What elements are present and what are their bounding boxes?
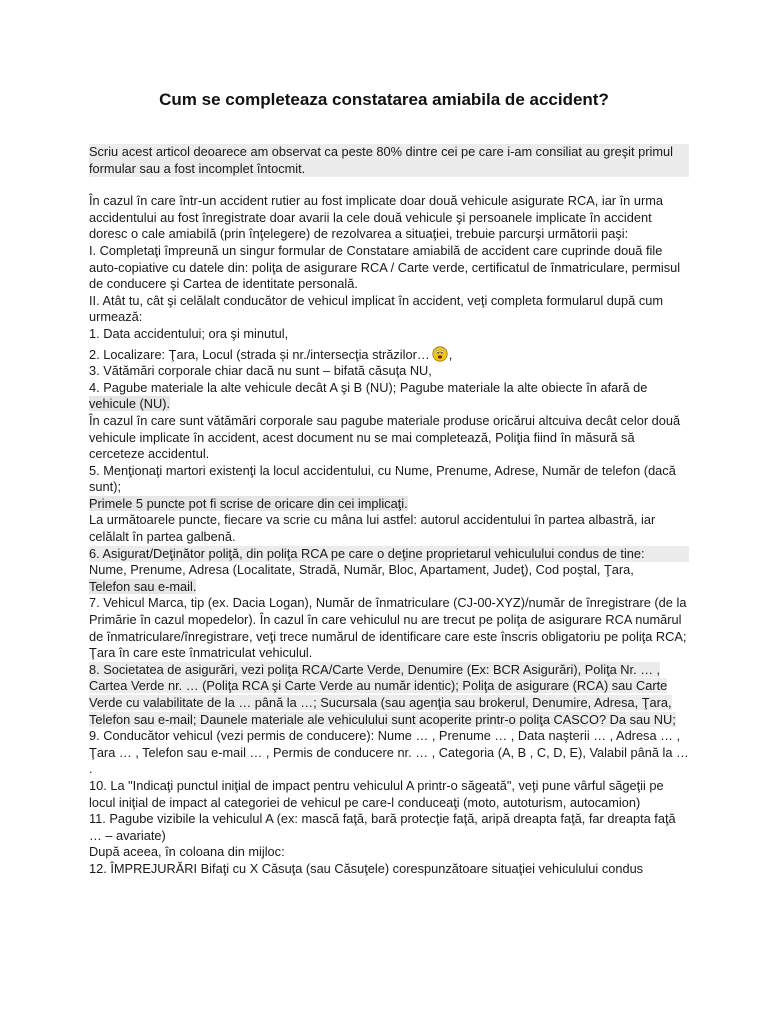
document-title: Cum se completeaza constatarea amiabila de accident? <box>159 90 609 109</box>
step-1-paragraph: I. Completaţi împreună un singur formular de Constatare amiabilă de accident care cuprinde două file auto-copiative cu datele din: poliţa de asigurare RCA / Carte verde, certificatul de înmatriculare, permisul de conducere şi Cartea de identitate personală. <box>89 242 681 292</box>
injury-note-paragraph: În cazul în care sunt vătămări corporale sau pagube materiale produse oricărui altcuiva decât celor două vehicule implicate în accident, acest document nu se mai completează, Poliţia fiind în măsură să cerceteze accidentul. <box>89 412 681 462</box>
list-item-6 <box>89 546 689 596</box>
list-item-2 <box>89 346 689 364</box>
list-item-12: 12. ÎMPREJURĂRI Bifaţi cu X Căsuţa (sau Căsuţele) corespunzătoare situaţiei vehiculului condus <box>89 860 644 876</box>
list-item-11: 11. Pagube vizibile la vehiculul A (ex: mască faţă, bară protecţie faţă, aripă dreapta faţă, far dreapta faţă … – avariate) <box>89 811 676 843</box>
list-item-2-end: , <box>448 346 453 362</box>
step-2-paragraph: II. Atât tu, cât şi celălalt conducător de vehicul implicat în accident, veţi completa formularul după cum urmează: <box>89 292 664 325</box>
list-item-9: 9. Conducător vehicul (vezi permis de conducere): Nume … , Prenume … , Data naşterii … , Adresa … , Ţara … , Telefon sau e-mail … , Permis de conducere nr. … , Categoria (A, B , C, D, E), Valabil până la … . <box>89 728 689 777</box>
list-item-5: 5. Menţionaţi martori existenţi la locul accidentului, cu Nume, Prenume, Adrese, Număr de telefon (dacă sunt); <box>89 462 676 495</box>
list-item-3: 3. Vătămări corporale chiar dacă nu sunt – bifată căsuţa NU, <box>89 363 432 379</box>
list-item-6-line-2: Nume, Prenume, Adresa (Localitate, Stradă, Număr, Bloc, Apartament, Judeţ), Cod poştal, Ţara, <box>89 562 634 578</box>
list-item-4-line-1: 4. Pagube materiale la alte vehicule decât A şi B (NU); Pagube materiale la alte obiecte în afară de <box>89 379 648 395</box>
list-item-6-line-1: 6. Asigurat/Deţinător poliţă, din poliţa RCA pe care o deţine proprietarul vehiculului condus de tine: <box>89 546 689 563</box>
intro-paragraph: Scriu acest articol deoarece am observat ca peste 80% dintre cei pe care i-am consiliat au greşit primul formular sau a fost incomplet întocmit. <box>89 144 689 177</box>
list-item-10: 10. La "Indicaţi punctul iniţial de impact pentru vehiculul A printr-o săgeată", veţi pune vârful săgeţii pe locul iniţial de impact al categoriei de vehicul pe care-l conduceaţi (moto, autoturism, autocamion) <box>89 777 664 810</box>
first-five-note <box>89 496 689 513</box>
after-item-11-text: După aceea, în coloana din mijloc: <box>89 844 285 860</box>
list-item-8 <box>89 662 689 728</box>
list-item-4-highlight: vehicule (NU). <box>89 396 171 412</box>
list-item-6-highlight: Telefon sau e-mail. <box>89 578 197 594</box>
list-item-8-text: 8. Societatea de asigurări, vezi poliţa RCA/Carte Verde, Denumire (Ex: BCR Asigurări), Poliţa Nr. … , Cartea Verde nr. … (Poliţa RCA şi Carte Verde au număr identic); Poliţa de asigurare (RCA) sau Carte Verde cu valabilitate de la … până la …; Sucursala (sau agenţia sau brokerul, Denumire, Adresa, Ţara, Telefon sau e-mail; Daunele materiale ale vehiculului sunt acoperite printr-o poliţa CASCO? Da sau NU; <box>89 661 676 727</box>
list-item-6-line-3 <box>89 579 689 596</box>
list-item-4-line-2 <box>89 396 689 413</box>
first-five-note-highlight: Primele 5 puncte pot fi scrise de oricare din cei implicaţi. <box>89 495 408 511</box>
list-item-2-text: 2. Localizare: Ţara, Locul (strada și nr./intersecţia străzilor… <box>89 346 430 362</box>
case-paragraph: În cazul în care într-un accident rutier au fost implicate doar două vehicule asigurate RCA, iar în urma accidentului au fost înregistrate doar avarii la cele două vehicule şi persoanele implicate în accident doresc o cale amiabilă (prin înţelegere) de rezolvarea a situaţiei, trebuie parcurşi următorii paşi: <box>89 193 664 242</box>
smiley-emoticon-icon <box>432 346 448 362</box>
list-item-4 <box>89 380 689 413</box>
list-item-1: 1. Data accidentului; ora şi minutul, <box>89 325 289 341</box>
list-item-7: 7. Vehicul Marca, tip (ex. Dacia Logan), Număr de înmatriculare (CJ-00-XYZ)/număr de înregistrare (de la Primărie în cazul mopedelor). În cazul în care vehiculul nu are trecut pe poliţa de asigurare RCA numărul de înmatriculare/înregistrare, veţi trece numărul de identificare care este înscris obligatoriu pe poliţa RCA; Ţara în care este înmatriculat vehiculul. <box>89 595 687 661</box>
colors-note-paragraph: La următoarele puncte, fiecare va scrie cu mâna lui astfel: autorul accidentului în partea albastră, iar celălalt în partea galbenă. <box>89 512 656 545</box>
document-body <box>89 144 689 878</box>
